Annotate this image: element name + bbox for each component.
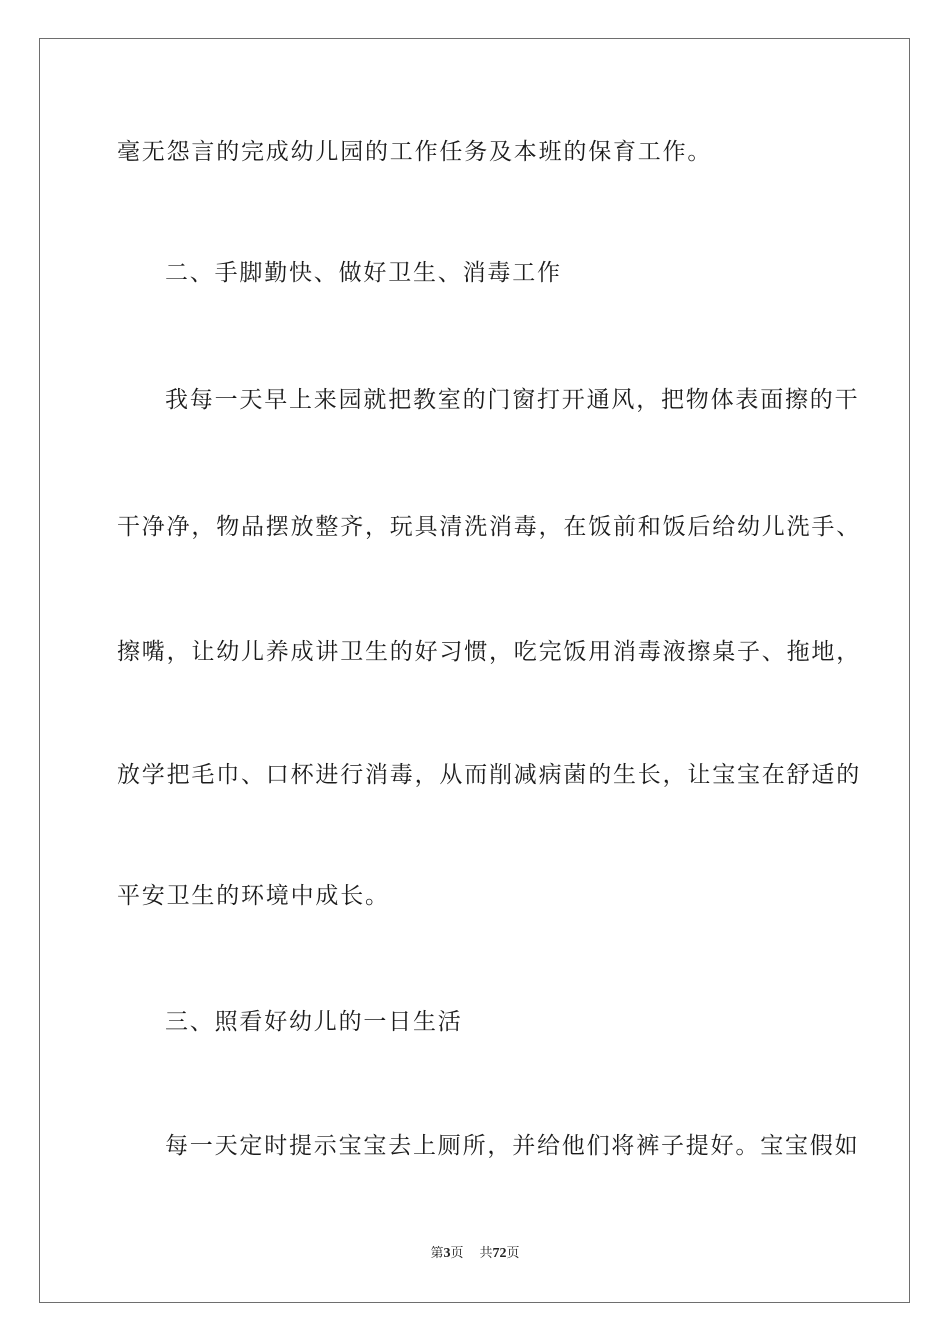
- paragraph-line-9: 每一天定时提示宝宝去上厕所，并给他们将裤子提好。宝宝假如: [165, 1133, 860, 1159]
- footer-page-suffix: 页: [450, 1246, 464, 1261]
- paragraph-line-3: 我每一天早上来园就把教室的门窗打开通风，把物体表面擦的干: [165, 387, 860, 413]
- page-border: [39, 38, 910, 1303]
- section-heading-2: 二、手脚勤快、做好卫生、消毒工作: [165, 260, 562, 286]
- footer-page-number: 3: [443, 1246, 451, 1261]
- paragraph-line-4: 干净净，物品摆放整齐，玩具清洗消毒，在饭前和饭后给幼儿洗手、: [117, 514, 861, 540]
- page-footer: [0, 1245, 950, 1263]
- footer-total-pages: 72: [492, 1246, 507, 1261]
- paragraph-line-6: 放学把毛巾、口杯进行消毒，从而削减病菌的生长，让宝宝在舒适的: [117, 762, 861, 788]
- paragraph-line-5: 擦嘴，让幼儿养成讲卫生的好习惯，吃完饭用消毒液擦桌子、拖地，: [117, 639, 861, 665]
- footer-total-suffix: 页: [506, 1246, 520, 1261]
- paragraph-line-7: 平安卫生的环境中成长。: [117, 883, 390, 909]
- footer-page-prefix: 第: [430, 1246, 444, 1261]
- section-heading-3: 三、照看好幼儿的一日生活: [165, 1009, 463, 1035]
- footer-total-prefix: 共: [479, 1246, 493, 1261]
- paragraph-line-1: 毫无怨言的完成幼儿园的工作任务及本班的保育工作。: [117, 139, 713, 165]
